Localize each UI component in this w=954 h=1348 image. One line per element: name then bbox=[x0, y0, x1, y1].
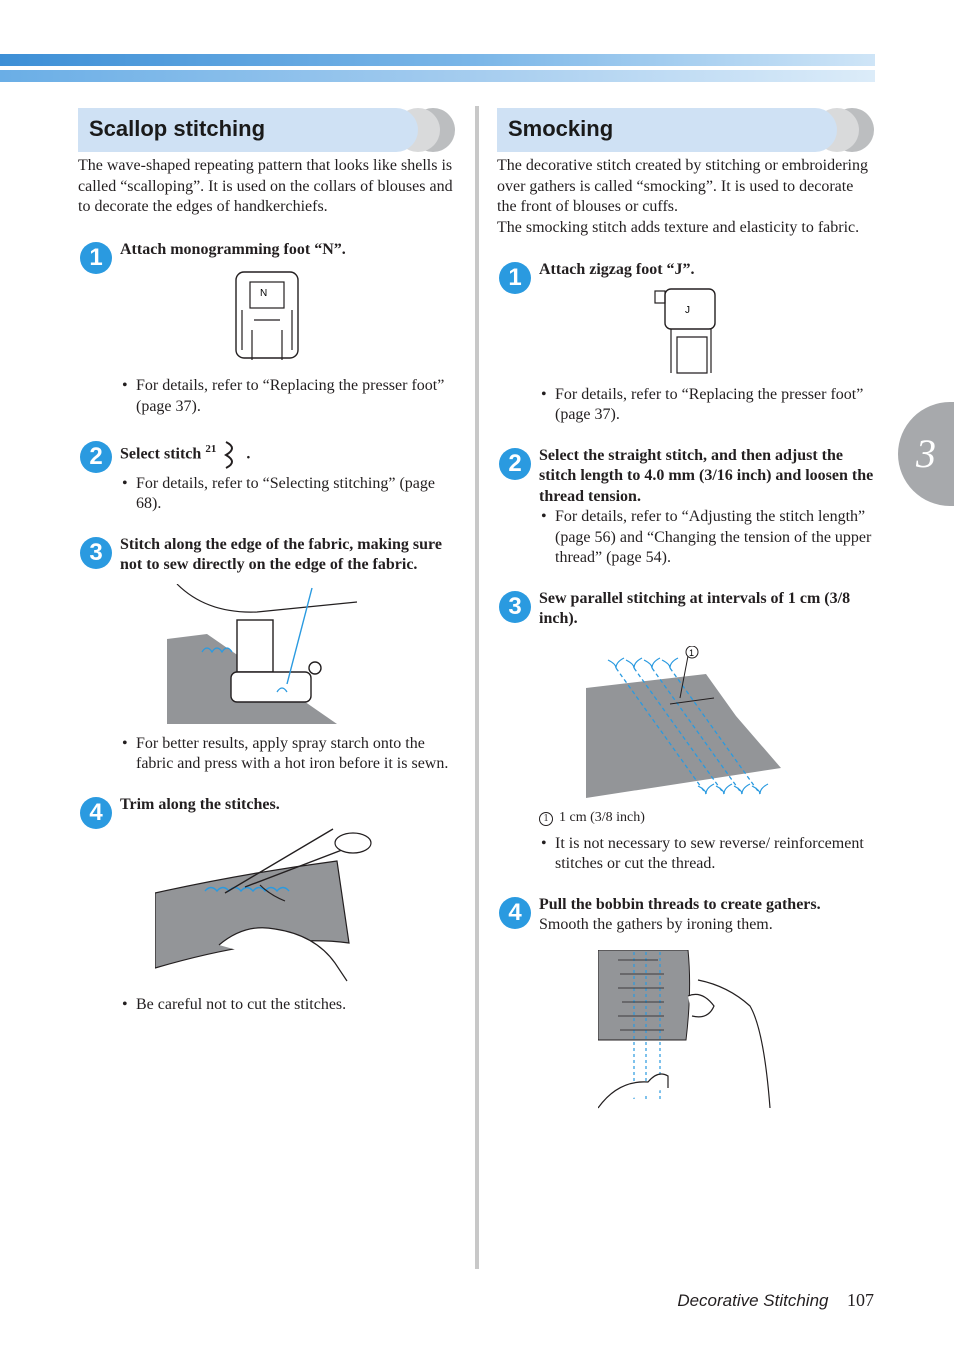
step-title: Attach monogramming foot “N”. bbox=[120, 240, 346, 258]
column-divider bbox=[475, 106, 479, 1269]
bullet-item: • It is not necessary to sew reverse/ reinforcement stitches or cut the thread. bbox=[497, 834, 875, 875]
step-number: 2 bbox=[80, 441, 112, 473]
intro-text: The wave-shaped repeating pattern that looks like shells is called “scalloping”. It is used on the collars of blouses and to decorate the edges of handkerchiefs. bbox=[78, 157, 453, 215]
section-title: Scallop stitching bbox=[89, 116, 266, 141]
bullet-item: • For details, refer to “Adjusting the stitch length” (page 56) and “Changing the tension of the upper thread” (page 54). bbox=[497, 507, 875, 569]
smocking-heading-box bbox=[497, 108, 875, 152]
bullet-item: • For better results, apply spray starch onto the fabric and press with a hot iron before it is sewn. bbox=[78, 734, 456, 775]
step-4 bbox=[78, 795, 456, 826]
intro-text-2: The smocking stitch adds texture and elasticity to fabric. bbox=[497, 218, 860, 236]
scallop-heading-box bbox=[78, 108, 456, 152]
trimming-illustration bbox=[155, 823, 379, 983]
gathering-illustration bbox=[598, 950, 774, 1110]
step-2 bbox=[78, 439, 456, 470]
stitch-number: 21 bbox=[205, 443, 217, 455]
footer-label: Decorative Stitching bbox=[677, 1291, 829, 1310]
step-1 bbox=[78, 240, 456, 271]
bullet-item: • Be careful not to cut the stitches. bbox=[78, 995, 456, 1016]
bullet-item: • For details, refer to “Replacing the presser foot” (page 37). bbox=[497, 385, 875, 426]
scallop-stitch-icon bbox=[220, 440, 242, 470]
bullet-item: • For details, refer to “Selecting stitching” (page 68). bbox=[78, 474, 456, 515]
step-number: 3 bbox=[80, 537, 112, 569]
step-number: 4 bbox=[499, 897, 531, 929]
callout-number: 1 bbox=[689, 647, 695, 658]
step-title: Stitch along the edge of the fabric, making sure not to sew directly on the edge of the fabric. bbox=[120, 535, 442, 574]
stitching-edge-illustration bbox=[167, 584, 367, 726]
scallop-section bbox=[78, 108, 456, 1016]
chapter-tab[interactable] bbox=[898, 402, 954, 506]
step-number: 3 bbox=[499, 591, 531, 623]
step-number: 2 bbox=[499, 448, 531, 480]
step-number: 1 bbox=[499, 262, 531, 294]
step-subtext: Smooth the gathers by ironing them. bbox=[539, 916, 773, 933]
step-number: 1 bbox=[80, 242, 112, 274]
step-3 bbox=[497, 589, 875, 630]
parallel-stitching-illustration bbox=[586, 646, 786, 802]
foot-letter: N bbox=[260, 288, 268, 299]
page-number: 107 bbox=[847, 1290, 874, 1310]
figure-caption bbox=[497, 810, 875, 826]
monogramming-foot-illustration bbox=[232, 270, 302, 366]
step-title bbox=[120, 439, 456, 470]
step-title: Trim along the stitches. bbox=[120, 795, 280, 813]
section-title: Smocking bbox=[508, 116, 614, 141]
step-4 bbox=[497, 895, 875, 936]
step-3 bbox=[78, 535, 456, 576]
foot-letter: J bbox=[685, 304, 690, 316]
smocking-section bbox=[497, 108, 875, 1110]
intro-text: The decorative stitch created by stitching or embroidering over gathers is called “smocking”. It is used to decorate the front of blouses or cuffs. bbox=[497, 157, 868, 215]
step-title: Attach zigzag foot “J”. bbox=[539, 261, 695, 278]
callout-marker: 1 bbox=[539, 812, 553, 826]
header-band-top bbox=[0, 54, 875, 66]
step-number: 4 bbox=[80, 797, 112, 829]
step-title: Sew parallel stitching at intervals of 1 cm (3/8 inch). bbox=[539, 589, 851, 627]
title-suffix: . bbox=[246, 445, 251, 463]
zigzag-foot-illustration bbox=[651, 287, 721, 377]
title-prefix: Select stitch bbox=[120, 445, 202, 463]
step-title: Pull the bobbin threads to create gathers. bbox=[539, 895, 821, 913]
step-2 bbox=[497, 446, 875, 508]
step-title: Select the straight stitch, and then adjust the stitch length to 4.0 mm (3/16 inch) and loosen the thread tension. bbox=[539, 446, 874, 505]
chapter-number: 3 bbox=[916, 431, 936, 476]
header-band-bottom bbox=[0, 70, 875, 82]
bullet-item: • For details, refer to “Replacing the presser foot” (page 37). bbox=[78, 376, 456, 417]
caption-text: 1 cm (3/8 inch) bbox=[559, 809, 645, 825]
step-1 bbox=[497, 260, 875, 291]
page-footer bbox=[677, 1290, 874, 1311]
